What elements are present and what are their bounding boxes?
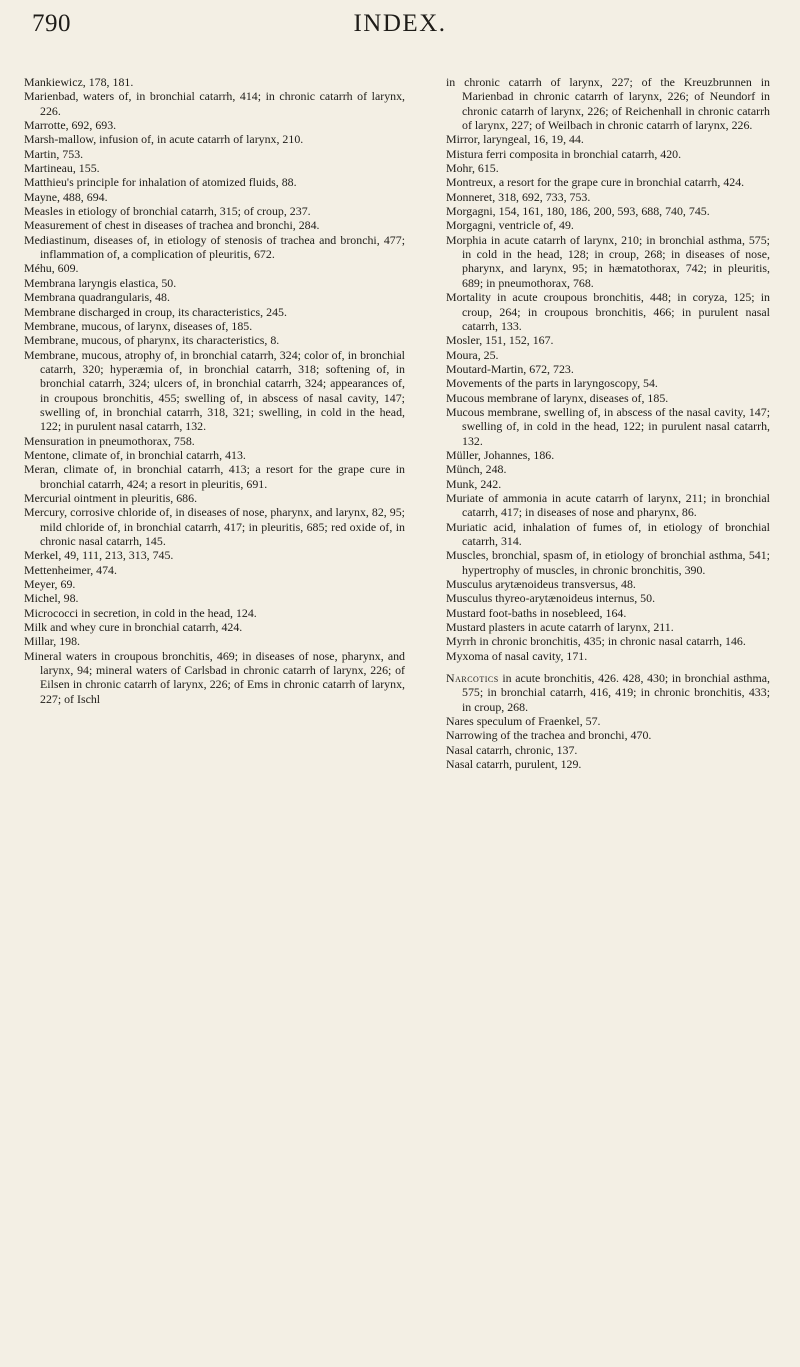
index-entry: Mayne, 488, 694. — [24, 189, 108, 204]
index-entry: Movements of the parts in laryngoscopy, 54. — [446, 376, 658, 391]
index-entry: Martineau, 155. — [24, 161, 100, 176]
index-entry: Membrane, mucous, of larynx, diseases of, 185. — [24, 318, 253, 333]
index-entry: Membrana laryngis elastica, 50. — [24, 275, 177, 290]
index-entry: Mortality in acute croupous bronchitis, 448; in coryza, 125; in croup, 264; in croupous bronchitis, 466; in purulent nasal catarrh, 133. — [446, 290, 770, 333]
index-entry: Mercury, corrosive chloride of, in diseases of nose, pharynx, and larynx, 82, 95; mild chloride of, in bronchial catarrh, 417; in pleuritis, 685; red oxide of, in chronic nasal catarrh, 145. — [24, 505, 405, 548]
index-entry: Matthieu's principle for inhalation of atomized fluids, 88. — [24, 175, 297, 190]
index-entry: Mirror, laryngeal, 16, 19, 44. — [446, 132, 584, 147]
index-entry: Meran, climate of, in bronchial catarrh, 413; a resort for the grape cure in bronchial catarrh, 424; a resort in pleuritis, 691. — [24, 462, 405, 491]
index-entry: Méhu, 609. — [24, 261, 79, 276]
index-entry: Marsh-mallow, infusion of, in acute catarrh of larynx, 210. — [24, 132, 304, 147]
index-entry: Merkel, 49, 111, 213, 313, 745. — [24, 548, 174, 563]
index-entry: Membrane, mucous, atrophy of, in bronchial catarrh, 324; color of, in bronchial catarrh, 320; hyperæmia of, in bronchial catarrh, 318; softening of, in bronchial catarrh, 324; ulcers of, in bronchial catarrh, 324; appearances of, in croupous bronchitis, 455; swelling of, in abscess of nasal cavity, 147; swelling of, in bronchial catarrh, 318, 321; swelling, in cold in the head, 122; in purulent nasal catarrh, 132. — [24, 347, 405, 434]
index-entry: Müller, Johannes, 186. — [446, 447, 555, 462]
index-entry: Measles in etiology of bronchial catarrh, 315; of croup, 237. — [24, 204, 311, 219]
index-entry: Membrane, mucous, of pharynx, its characteristics, 8. — [24, 333, 280, 348]
index-entry: Micrococci in secretion, in cold in the head, 124. — [24, 605, 257, 620]
index-entry: Nasal catarrh, purulent, 129. — [446, 757, 582, 772]
index-entry: Morgagni, ventricle of, 49. — [446, 218, 574, 233]
index-entry: Meyer, 69. — [24, 577, 76, 592]
index-entry: Montreux, a resort for the grape cure in bronchial catarrh, 424. — [446, 175, 745, 190]
index-entry: Mucous membrane, swelling of, in abscess of the nasal cavity, 147; swelling of, in cold in the head, 122; in purulent nasal catarrh, 132. — [446, 404, 770, 448]
index-entry: Monneret, 318, 692, 733, 753. — [446, 189, 591, 204]
index-entry: Mucous membrane of larynx, diseases of, 185. — [446, 390, 669, 405]
index-entry: Moura, 25. — [446, 347, 499, 362]
index-entry: Mensuration in pneumothorax, 758. — [24, 433, 195, 448]
index-entry: Mercurial ointment in pleuritis, 686. — [24, 490, 198, 505]
index-entry: Myxoma of nasal cavity, 171. — [446, 648, 588, 663]
index-entry: Mistura ferri composita in bronchial catarrh, 420. — [446, 146, 682, 161]
page-number: 790 — [32, 10, 71, 37]
running-title: INDEX. — [353, 10, 447, 37]
index-entry: Muscles, bronchial, spasm of, in etiology of bronchial asthma, 541; hypertrophy of muscles, in chronic bronchitis, 390. — [446, 548, 770, 577]
index-entry: Membrana quadrangularis, 48. — [24, 290, 170, 305]
index-entry: Mineral waters in croupous bronchitis, 469; in diseases of nose, pharynx, and larynx, 94; mineral waters of Carlsbad in chronic catarrh of larynx, 226; of Eilsen in chronic catarrh of larynx, 226; of Ems in chronic catarrh of larynx, 227; of Ischl — [24, 648, 405, 706]
index-entry: Mosler, 151, 152, 167. — [446, 333, 554, 348]
index-entry: Mohr, 615. — [446, 161, 499, 176]
index-entry: Muriatic acid, inhalation of fumes of, in etiology of bronchial catarrh, 314. — [446, 519, 770, 548]
index-entry: Musculus arytænoideus transversus, 48. — [446, 577, 636, 592]
index-entry: Nasal catarrh, chronic, 137. — [446, 742, 578, 757]
index-entry: Membrane discharged in croup, its characteristics, 245. — [24, 304, 287, 319]
index-entry: Narcotics in acute bronchitis, 426. 428, 430; in bronchial asthma, 575; in bronchial catarrh, 416, 419; in chronic bronchitis, 433; in croup, 268. — [446, 671, 770, 714]
index-entry: Measurement of chest in diseases of trachea and bronchi, 284. — [24, 218, 320, 233]
index-entry: Marienbad, waters of, in bronchial catarrh, 414; in chronic catarrh of larynx, 226. — [24, 89, 405, 118]
index-entry: in chronic catarrh of larynx, 227; of the Kreuzbrunnen in Marienbad in chronic catarrh of larynx, 226; of Neundorf in chronic catarrh of larynx, 226; of Reichenhall in chronic catarrh of larynx, 227; of Weilbach in chronic catarrh of larynx, 226. — [446, 75, 770, 133]
index-entry: Milk and whey cure in bronchial catarrh, 424. — [24, 620, 243, 635]
index-entry: Myrrh in chronic bronchitis, 435; in chronic nasal catarrh, 146. — [446, 634, 746, 649]
index-entry: Morphia in acute catarrh of larynx, 210; in bronchial asthma, 575; in cold in the head, 128; in croup, 268; in diseases of nose, pharynx, and larynx, 95; in hæmatothorax, 742; in pleuritis, 689; in pneumothorax, 768. — [446, 232, 770, 290]
index-entry: Martin, 753. — [24, 146, 84, 161]
index-entry: Musculus thyreo-arytænoideus internus, 50. — [446, 591, 656, 606]
index-entry: Mustard foot-baths in nosebleed, 164. — [446, 605, 627, 620]
index-column-left — [24, 75, 405, 706]
index-entry: Millar, 198. — [24, 634, 80, 649]
page-header — [0, 10, 800, 50]
index-column-right — [446, 75, 770, 772]
section-head-word: Narcotics — [446, 671, 499, 686]
index-entry: Mettenheimer, 474. — [24, 562, 117, 577]
index-entry: Nares speculum of Fraenkel, 57. — [446, 714, 601, 729]
index-entry: Muriate of ammonia in acute catarrh of larynx, 211; in bronchial catarrh, 417; in diseases of nose and pharynx, 86. — [446, 490, 770, 520]
index-entry: Mentone, climate of, in bronchial catarrh, 413. — [24, 447, 246, 462]
index-entry: Morgagni, 154, 161, 180, 186, 200, 593, 688, 740, 745. — [446, 204, 710, 219]
index-entry: Munk, 242. — [446, 476, 502, 491]
index-entry: Münch, 248. — [446, 462, 507, 477]
index-entry: Moutard-Martin, 672, 723. — [446, 361, 574, 376]
index-entry: Mustard plasters in acute catarrh of larynx, 211. — [446, 620, 674, 635]
index-entry: Marrotte, 692, 693. — [24, 118, 117, 133]
index-entry: Michel, 98. — [24, 591, 79, 606]
index-entry: Narrowing of the trachea and bronchi, 470. — [446, 728, 652, 743]
index-entry: Mediastinum, diseases of, in etiology of stenosis of trachea and bronchi, 477; inflammation of, a complication of pleuritis, 672. — [24, 232, 405, 262]
index-entry: Mankiewicz, 178, 181. — [24, 75, 134, 89]
